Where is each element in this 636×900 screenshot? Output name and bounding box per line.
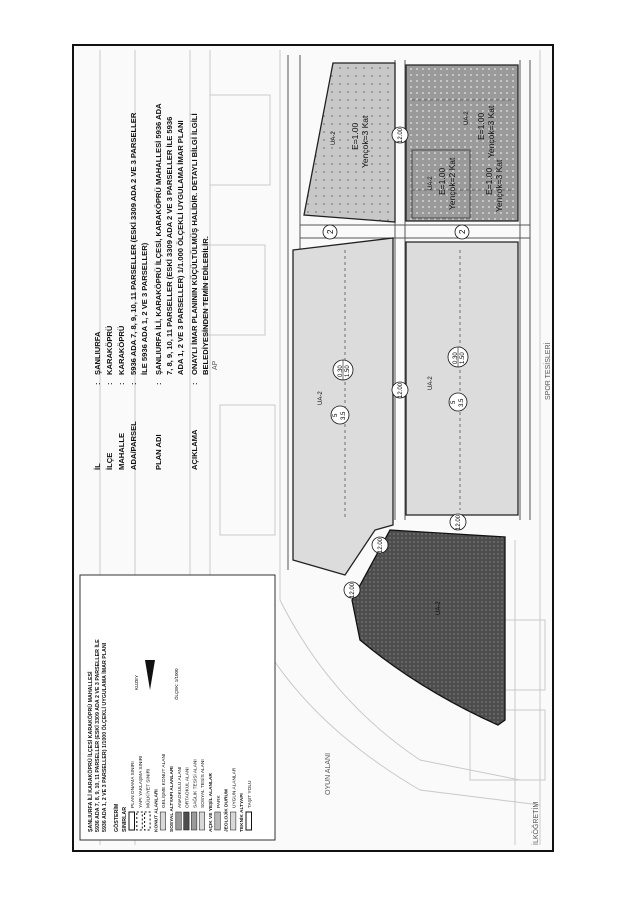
legend-gosterim: GÖSTERİM	[114, 803, 120, 832]
height-yen-1: Yençok=3 Kat	[360, 115, 370, 168]
info-value-2: KARAKÖPRÜ	[117, 325, 126, 375]
legend-swatch-8	[191, 812, 197, 830]
info-sep-4: :	[154, 382, 163, 385]
info-sep-2: :	[117, 382, 126, 385]
label-oyun: OYUN ALANI	[325, 752, 332, 795]
info-sep-3: :	[129, 382, 138, 385]
info-label-1: İLÇE	[105, 452, 114, 470]
legend-item-6: ANAOKULU ALANI	[177, 766, 183, 808]
north-label: KUZEY	[134, 674, 139, 690]
legend-item-5: SOSYAL ALTYAPI ALANLARI	[170, 766, 175, 832]
floor-marker-1	[331, 406, 349, 424]
info-value-4-line-1: 7, 8, 9, 10, 11 PARSELLER (ESKİ 3309 ADA 2 VE 3 PARSELLER İLE 5936	[165, 116, 174, 375]
label-sport: SPOR TESİSLERİ	[545, 342, 552, 400]
legend-item-9: SOSYAL TESİS ALANI	[201, 759, 207, 808]
legend-item-3: KONUT ALANLARI	[154, 789, 160, 832]
road-width-marker-3	[372, 537, 388, 553]
taks-value-2: 0.30	[453, 352, 459, 364]
info-value-3-line-1: İLE 5936 ADA 1, 2 VE 3 PARSELLER)	[140, 242, 149, 375]
svg-text:2: 2	[326, 229, 335, 234]
legend-title-line-1: 5936 ADA 7, 8, 9, 10, 11 PARSELLER (ESKİ 3309 ADA 2 VE 3 PARSELLER İLE	[95, 639, 101, 832]
svg-text:12.00: 12.00	[456, 514, 462, 530]
info-sep-5: :	[190, 382, 199, 385]
road-width-marker-4	[344, 582, 360, 598]
road-width-marker-5	[450, 514, 466, 530]
legend-title-line-0: ŞANLIURFA İLİ KARAKÖPRÜ İLÇESİ KARAKÖPRÜ MAHALLESİ	[88, 671, 94, 832]
info-sep-0: :	[93, 382, 102, 385]
legend-item-10: AÇIK VE YEŞİL ALANLAR	[209, 773, 214, 832]
density-e-3: E=1.00	[437, 167, 447, 195]
info-value-4-line-2: ADA 1, 2 VE 3 PARSELLER) 1/1.000 ÖLÇEKLİ UYGULAMA İMAR PLANI	[176, 120, 185, 375]
legend-swatch-13	[230, 812, 236, 830]
zone-label-1: UA-2	[331, 131, 337, 145]
plan-info-block	[93, 103, 210, 470]
legend-swatch-6	[176, 812, 182, 830]
zone-label-6: UA-2	[436, 601, 442, 615]
taks-value-1: 0.30	[338, 365, 344, 377]
legend-item-7: ORTAOKUL ALANI	[185, 767, 191, 808]
info-value-5-line-0: ONAYLI İMAR PLANININ KÜÇÜLTÜLMÜŞ HALİDİR. DETAYLI BİLGİ İLGİLİ	[190, 113, 199, 375]
legend-item-8: SAĞLIK TESİSİ ALANI	[193, 759, 199, 808]
floor-marker-2	[449, 393, 467, 411]
density-e-2: E=1.00	[476, 112, 486, 140]
info-label-0: İL	[93, 463, 102, 470]
density-e-1: E=1.00	[350, 122, 360, 150]
svg-text:5: 5	[451, 400, 457, 404]
zone-label-5: UA-2	[428, 376, 434, 390]
taks-kaks-marker-2	[448, 347, 468, 367]
info-value-4-line-0: ŞANLIURFA İLİ, KARAKÖPRÜ İLÇESİ, KARAKÖPRÜ MAHALLESİ 5936 ADA	[154, 103, 163, 375]
road-width-marker-7	[455, 225, 469, 239]
road-width-marker-2	[392, 382, 408, 398]
zone-label-2: UA-2	[464, 111, 470, 125]
legend-item-2: MÜLKİYET SINIRI	[146, 768, 152, 808]
legend-swatch-7	[184, 812, 190, 830]
legend-item-11: PARK	[216, 795, 222, 808]
zone-label-3: UA-2	[428, 176, 434, 190]
info-value-3-line-0: 5936 ADA 7, 8, 9, 10, 11 PARSELLER (ESKİ 3309 ADA 2 VE 3 PARSELLER	[129, 112, 138, 375]
svg-text:5: 5	[333, 413, 339, 417]
info-sep-1: :	[105, 382, 114, 385]
road-width-marker-6	[323, 225, 337, 239]
zone-label-4: UA-2	[318, 391, 324, 405]
parcel-lower-dark	[352, 530, 505, 725]
info-label-4: PLAN ADI	[154, 434, 163, 470]
svg-text:12.00: 12.00	[350, 582, 356, 598]
svg-text:2: 2	[458, 229, 467, 234]
label-ap: AP	[212, 360, 219, 370]
legend-swatch-4	[160, 812, 166, 830]
legend-item-14: TEKNİK ALTYAPI	[240, 793, 246, 832]
height-yen-4: Yençok=3 Kat	[494, 159, 504, 212]
legend-item-13: UYGUN ALANLAR	[232, 767, 238, 808]
svg-text:12.00: 12.00	[378, 537, 384, 553]
legend-item-12: JEOLOJİK DURUM	[224, 789, 230, 832]
info-value-0: ŞANLIURFA	[93, 331, 102, 375]
info-label-5: AÇIKLAMA	[190, 429, 199, 470]
info-value-5-line-1: BELEDİYESİNDEN TEMİN EDİLEBİLİR.	[201, 236, 210, 375]
kaks-value-2: 1.50	[460, 352, 466, 364]
road-width-marker-1	[392, 127, 408, 143]
info-label-3: ADA/PARSEL	[129, 421, 138, 470]
height-yen-2: Yençok=3 Kat	[486, 105, 496, 158]
legend-item-0: PLAN ONAMA SINIRI	[131, 761, 136, 808]
taks-kaks-marker-1	[333, 360, 353, 380]
legend-item-1: YAPI YAKLAŞMA SINIRI	[138, 755, 144, 808]
parcel-middle-right	[406, 242, 518, 515]
svg-text:12.00: 12.00	[398, 127, 404, 143]
legend-item-4: GELİŞME KONUT ALANI	[162, 753, 168, 808]
svg-text:12.00: 12.00	[398, 382, 404, 398]
label-ilk: İLKÖĞRETİM	[533, 801, 540, 845]
legend-swatch-15	[246, 812, 252, 830]
density-e-4: E=1.00	[484, 167, 494, 195]
legend-swatch-9	[199, 812, 205, 830]
legend-title-line-2: 5936 ADA 1, 2 VE 3 PARSELLER) 1/1000 ÖLÇEKLİ UYGULAMA İMAR PLANI	[102, 642, 108, 832]
legend-sinirlar: SINIRLAR	[122, 806, 128, 832]
info-value-1: KARAKÖPRÜ	[105, 325, 114, 375]
svg-text:3.5: 3.5	[459, 398, 465, 407]
kaks-value-1: 1.50	[345, 365, 351, 377]
legend-swatch-11	[215, 812, 221, 830]
height-yen-3: Yençok=2 Kat	[447, 157, 457, 210]
scale-label: ÖLÇEK: 1/1000	[174, 668, 179, 700]
legend-item-15: TAŞIT YOLU	[248, 780, 253, 808]
svg-text:3.5: 3.5	[341, 411, 347, 420]
info-label-2: MAHALLE	[117, 432, 126, 470]
